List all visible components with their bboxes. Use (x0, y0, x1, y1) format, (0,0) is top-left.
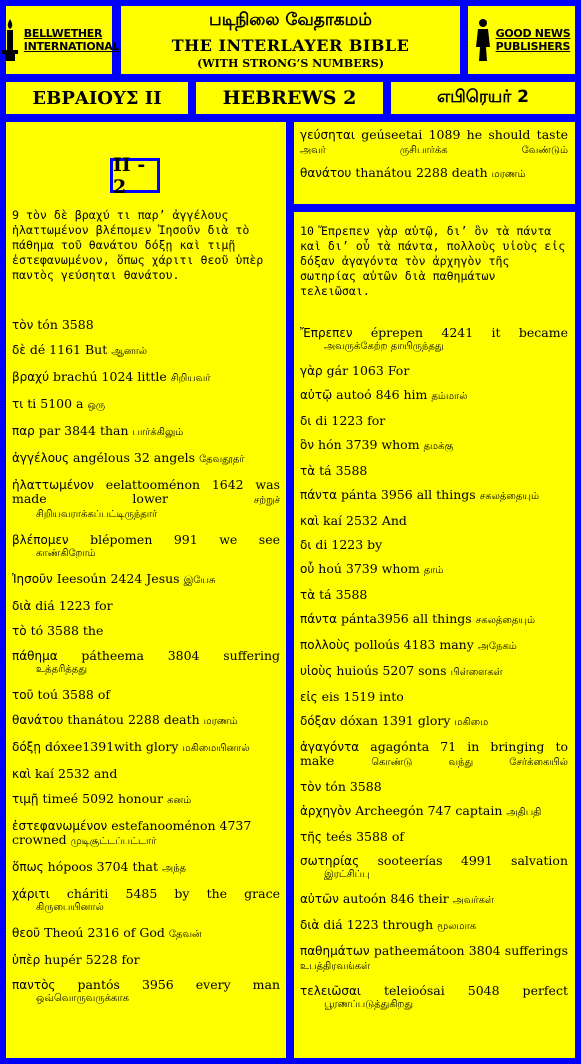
transliteration-strong-gloss: dé 1161 But (29, 342, 108, 357)
word-entry (300, 664, 568, 680)
praying-figure-icon (473, 17, 493, 63)
transliteration-strong-gloss: agagónta 71 in bringing to make (300, 739, 568, 768)
tamil-gloss: சிறியவர் (170, 373, 211, 384)
transliteration-strong-gloss: cháriti 5485 by the grace (66, 886, 280, 901)
transliteration-strong-gloss: tó 3588 the (30, 623, 104, 638)
greek-word: τοῦ (12, 688, 34, 702)
word-entry (12, 318, 280, 332)
word-entry (300, 364, 568, 378)
book-tamil: எபிரெயர் 2 (389, 80, 577, 116)
greek-word: καὶ (12, 767, 32, 781)
transliteration-strong-gloss: pátheema 3804 suffering (81, 648, 280, 663)
greek-word: ἀγγέλους (12, 451, 70, 465)
transliteration-strong-gloss: hópoos 3704 that (47, 859, 159, 874)
greek-word: Ἰησοῦν (12, 572, 53, 586)
tamil-gloss: தம்மால் (431, 391, 468, 402)
book-greek: ΕΒΡΑΙΟΥΣ ΙΙ (4, 80, 190, 116)
transliteration-strong-gloss: teés 3588 of (325, 829, 405, 844)
transliteration-strong-gloss: pantós 3956 every man (77, 977, 281, 992)
transliteration-strong-gloss: dóxan 1391 glory (339, 713, 451, 728)
tamil-gloss: தாம் (423, 565, 444, 576)
greek-word: αὐτῶν (300, 892, 339, 906)
tamil-gloss-continued: பூரணப்படுத்துகிறது (324, 999, 414, 1010)
book-english: HEBREWS 2 (194, 80, 385, 116)
word-entry (12, 424, 280, 440)
greek-word: ὃν (300, 438, 315, 452)
transliteration-strong-gloss: dóxee1391with glory (44, 739, 179, 754)
word-entry (300, 984, 568, 1012)
word-entry (12, 451, 280, 467)
word-entry (12, 953, 280, 967)
transliteration-strong-gloss: diá 1223 through (323, 917, 434, 932)
word-entry (300, 464, 568, 478)
right-column (292, 210, 577, 1060)
word-entry (12, 343, 280, 359)
tamil-gloss: மூலமாக (437, 921, 477, 932)
word-entry (300, 326, 568, 354)
tamil-gloss: சகலத்தையும் (475, 615, 536, 626)
transliteration-strong-gloss: diá 1223 for (35, 598, 113, 613)
tamil-gloss: பிள்ளைகள் (450, 667, 503, 678)
tamil-gloss: ஒரு (87, 400, 106, 411)
transliteration-strong-gloss: hupér 5228 for (44, 952, 140, 967)
greek-word: οὗ (300, 562, 315, 576)
tamil-gloss: அவர்கள் (452, 895, 495, 906)
transliteration-strong-gloss: gár 1063 For (326, 363, 410, 378)
transliteration-strong-gloss: eelattooménon 1642 was made lower (12, 477, 280, 506)
tamil-gloss: தேவதூதர் (199, 454, 245, 465)
greek-word: τὰ (300, 588, 316, 602)
word-entry (12, 478, 280, 522)
greek-word: ἀρχηγὸν (300, 804, 352, 818)
word-entry (12, 649, 280, 677)
word-entry (300, 166, 568, 182)
word-entry (300, 854, 568, 882)
word-entry (12, 713, 280, 729)
transliteration-strong-gloss: di 1223 by (315, 537, 383, 552)
transliteration-strong-gloss: pánta3956 all things (340, 611, 472, 626)
greek-word: Ἔπρεπεν (300, 326, 353, 340)
tamil-gloss: அந்த (162, 863, 187, 874)
right-top-column (292, 120, 577, 206)
transliteration-strong-gloss: sooteerías 4991 salvation (377, 853, 568, 868)
word-entry (12, 599, 280, 613)
word-entry (300, 714, 568, 730)
word-entry (300, 638, 568, 654)
title-english: THE INTERLAYER BIBLE (171, 36, 410, 55)
greek-word: τὸ (12, 624, 27, 638)
logo-right-line1: GOOD NEWS (495, 27, 571, 40)
word-entry (300, 780, 568, 794)
transliteration-strong-gloss: geúseetai 1089 he should taste (361, 127, 568, 142)
transliteration-strong-gloss: patheemátoon 3804 sufferings (373, 943, 568, 958)
transliteration-strong-gloss: teleioósai 5048 perfect (384, 983, 568, 998)
tamil-gloss: பார்க்கிலும் (132, 427, 184, 438)
greek-word: τι (12, 397, 24, 411)
tamil-gloss: அதிபதி (506, 807, 542, 818)
tamil-gloss: முடிசூட்டப்பட்டார் (70, 836, 157, 847)
greek-word: πάθημα (12, 649, 58, 663)
word-entry (12, 792, 280, 808)
greek-word: τὸν (300, 780, 322, 794)
logo-left-line1: BELLWETHER (23, 27, 103, 40)
transliteration-strong-gloss: tá 3588 (319, 463, 368, 478)
tamil-gloss: மகிமை (454, 717, 489, 728)
greek-word: παθημάτων (300, 944, 370, 958)
transliteration-strong-gloss: tón 3588 (37, 317, 94, 332)
left-column (4, 120, 288, 1060)
greek-word: τὰ (300, 464, 316, 478)
word-entry (300, 538, 568, 552)
word-entry (12, 397, 280, 413)
tamil-gloss: உபத்திரவங்கள் (300, 961, 371, 972)
greek-word: καὶ (300, 514, 320, 528)
greek-word: δὲ (12, 343, 26, 357)
greek-word: σωτηρίας (300, 854, 360, 868)
greek-word: γεύσηται (300, 128, 355, 142)
word-entry (12, 740, 280, 756)
greek-word: χάριτι (12, 887, 50, 901)
transliteration-strong-gloss: timeé 5092 honour (42, 791, 164, 806)
transliteration-strong-gloss: toú 3588 of (37, 687, 111, 702)
transliteration-strong-gloss: angélous 32 angels (73, 450, 196, 465)
transliteration-strong-gloss: tón 3588 (325, 779, 382, 794)
transliteration-strong-gloss: autoó 846 him (336, 387, 428, 402)
good-news-logo (466, 4, 577, 76)
word-entry (300, 804, 568, 820)
greek-word: ἀγαγόντα (300, 740, 360, 754)
greek-word: θεοῦ (12, 926, 41, 940)
transliteration-strong-gloss: Archeegón 747 captain (355, 803, 503, 818)
verse-9-text: 9 τὸν δὲ βραχύ τι παρ’ ἀγγέλους ἠλαττωμένον βλέπομεν Ἰησοῦν διὰ τὸ πάθημα τοῦ θανάτου δόξῃ καὶ τιμῇ ἐστεφανωμένον, ὅπως χάριτι θεοῦ ὑπὲρ παντὸς γεύσηται θανάτου. (12, 208, 264, 282)
right-word-list (300, 326, 568, 1022)
greek-word: βλέπομεν (12, 533, 69, 547)
transliteration-strong-gloss: kaí 2532 And (323, 513, 407, 528)
title-block (119, 4, 462, 76)
word-entry (12, 926, 280, 942)
chapter-label: II - 2 (110, 158, 160, 193)
greek-word: εἰς (300, 690, 318, 704)
word-entry (300, 892, 568, 908)
transliteration-strong-gloss: tá 3588 (319, 587, 368, 602)
word-entry (300, 514, 568, 528)
greek-word: δόξῃ (12, 740, 41, 754)
word-entry (300, 830, 568, 844)
word-entry (12, 624, 280, 638)
transliteration-strong-gloss: par 3844 than (38, 423, 129, 438)
transliteration-strong-gloss: blépomen 991 we see (90, 532, 280, 547)
greek-word: ὑπὲρ (12, 953, 41, 967)
transliteration-strong-gloss: thanátou 2288 death (67, 712, 200, 727)
word-entry (12, 860, 280, 876)
word-entry (12, 819, 280, 849)
left-word-list (12, 318, 280, 1017)
tamil-gloss: இயேசு (183, 575, 216, 586)
transliteration-strong-gloss: estefanooménon 4737 crowned (12, 818, 252, 847)
transliteration-strong-gloss: kaí 2532 and (35, 766, 118, 781)
greek-word: παντὸς (12, 978, 56, 992)
transliteration-strong-gloss: polloús 4183 many (354, 637, 474, 652)
tamil-gloss: மரணம் (203, 716, 238, 727)
word-entry (12, 688, 280, 702)
tamil-gloss: சகலத்தையும் (479, 491, 540, 502)
word-entry (12, 767, 280, 781)
word-entry (12, 572, 280, 588)
transliteration-strong-gloss: autoón 846 their (342, 891, 449, 906)
tamil-gloss: மரணம் (491, 169, 526, 180)
transliteration-strong-gloss: hón 3739 whom (318, 437, 420, 452)
word-entry (300, 740, 568, 770)
greek-word: τιμῇ (12, 792, 39, 806)
title-tamil: படிநிலை வேதாகமம் (209, 10, 372, 30)
word-entry (300, 388, 568, 404)
tamil-gloss: தேவன் (168, 929, 202, 940)
greek-word: ὅπως (12, 860, 44, 874)
greek-word: θανάτου (12, 713, 64, 727)
greek-word: πάντα (300, 612, 337, 626)
tamil-gloss-continued: கிருபையினால் (36, 902, 104, 913)
transliteration-strong-gloss: huioús 5207 sons (336, 663, 447, 678)
word-entry (300, 438, 568, 454)
word-entry (300, 690, 568, 704)
subtitle: (WITH STRONG’S NUMBERS) (197, 57, 384, 70)
transliteration-strong-gloss: thanátou 2288 death (355, 165, 488, 180)
transliteration-strong-gloss: pánta 3956 all things (340, 487, 476, 502)
greek-word: τὸν (12, 318, 34, 332)
word-entry (300, 918, 568, 934)
greek-word: ἐστεφανωμένον (12, 819, 108, 833)
right-top-word-list (300, 128, 568, 190)
greek-word: βραχύ (12, 370, 50, 384)
tamil-gloss: சற்றுச் (253, 495, 280, 506)
greek-word: δι (300, 538, 312, 552)
greek-word: πολλοὺς (300, 638, 351, 652)
greek-word: τῆς (300, 830, 322, 844)
tamil-gloss: தமக்கு (423, 441, 454, 452)
greek-word: τελειῶσαι (300, 984, 361, 998)
tamil-gloss: அவர் ருசிபார்க்க வேண்டும் (300, 145, 568, 156)
word-entry (12, 978, 280, 1006)
greek-word: γὰρ (300, 364, 323, 378)
greek-word: πάντα (300, 488, 337, 502)
word-entry (300, 128, 568, 158)
tamil-gloss: அநேகம் (477, 641, 517, 652)
transliteration-strong-gloss: ti 5100 a (27, 396, 84, 411)
tamil-gloss-continued: காண்கிறோம் (36, 548, 96, 559)
word-entry (300, 562, 568, 578)
greek-word: δι (300, 414, 312, 428)
transliteration-strong-gloss: brachú 1024 little (53, 369, 167, 384)
word-entry (300, 944, 568, 974)
transliteration-strong-gloss: éprepen 4241 it became (370, 325, 568, 340)
word-entry (300, 488, 568, 504)
greek-word: δόξαν (300, 714, 336, 728)
transliteration-strong-gloss: di 1223 for (315, 413, 386, 428)
tamil-gloss-continued: அவருக்கேற்ற தாயிருந்தது (324, 341, 444, 352)
verse-10-text: 10 Ἔπρεπεν γὰρ αὐτῷ, δι’ ὃν τὰ πάντα καὶ δι’ οὗ τὰ πάντα, πολλοὺς υἱοὺς εἰς δόξαν ἀγαγόντα τὸν ἀρχηγὸν τῆς σωτηρίας αὐτῶν διὰ παθημάτων τελειῶσαι. (300, 224, 566, 298)
tamil-gloss-continued: உத்தரித்தது (36, 664, 87, 675)
word-entry (300, 414, 568, 428)
transliteration-strong-gloss: Ieesoún 2424 Jesus (56, 571, 180, 586)
tamil-gloss: கனம் (167, 795, 192, 806)
word-entry (12, 887, 280, 915)
greek-word: υἱοὺς (300, 664, 333, 678)
greek-word: θανάτου (300, 166, 352, 180)
greek-word: αὐτῷ (300, 388, 333, 402)
tamil-gloss: ஆனால் (111, 346, 148, 357)
tamil-gloss: கொண்டு வந்து சேர்க்கையில் (371, 757, 568, 768)
word-entry (300, 588, 568, 602)
tamil-gloss: மகிமையினால் (182, 743, 250, 754)
candle-icon (0, 17, 21, 63)
greek-word: διὰ (12, 599, 32, 613)
tamil-gloss-continued: சிறியவராக்கப்பட்டிருந்தார் (36, 509, 158, 520)
greek-word: ἠλαττωμένον (12, 478, 94, 492)
logo-left-line2: INTERNATIONAL (23, 40, 120, 53)
transliteration-strong-gloss: eis 1519 into (321, 689, 404, 704)
tamil-gloss-continued: இரட்சிப்பு (324, 869, 370, 880)
greek-word: παρ (12, 424, 35, 438)
greek-word: διὰ (300, 918, 320, 932)
logo-right-line2: PUBLISHERS (495, 40, 571, 53)
bellwether-logo (4, 4, 120, 76)
word-entry (300, 612, 568, 628)
transliteration-strong-gloss: hoú 3739 whom (318, 561, 420, 576)
word-entry (12, 533, 280, 561)
tamil-gloss-continued: ஒவ்வொருவருக்காக (36, 993, 130, 1004)
transliteration-strong-gloss: Theoú 2316 of God (44, 925, 165, 940)
word-entry (12, 370, 280, 386)
